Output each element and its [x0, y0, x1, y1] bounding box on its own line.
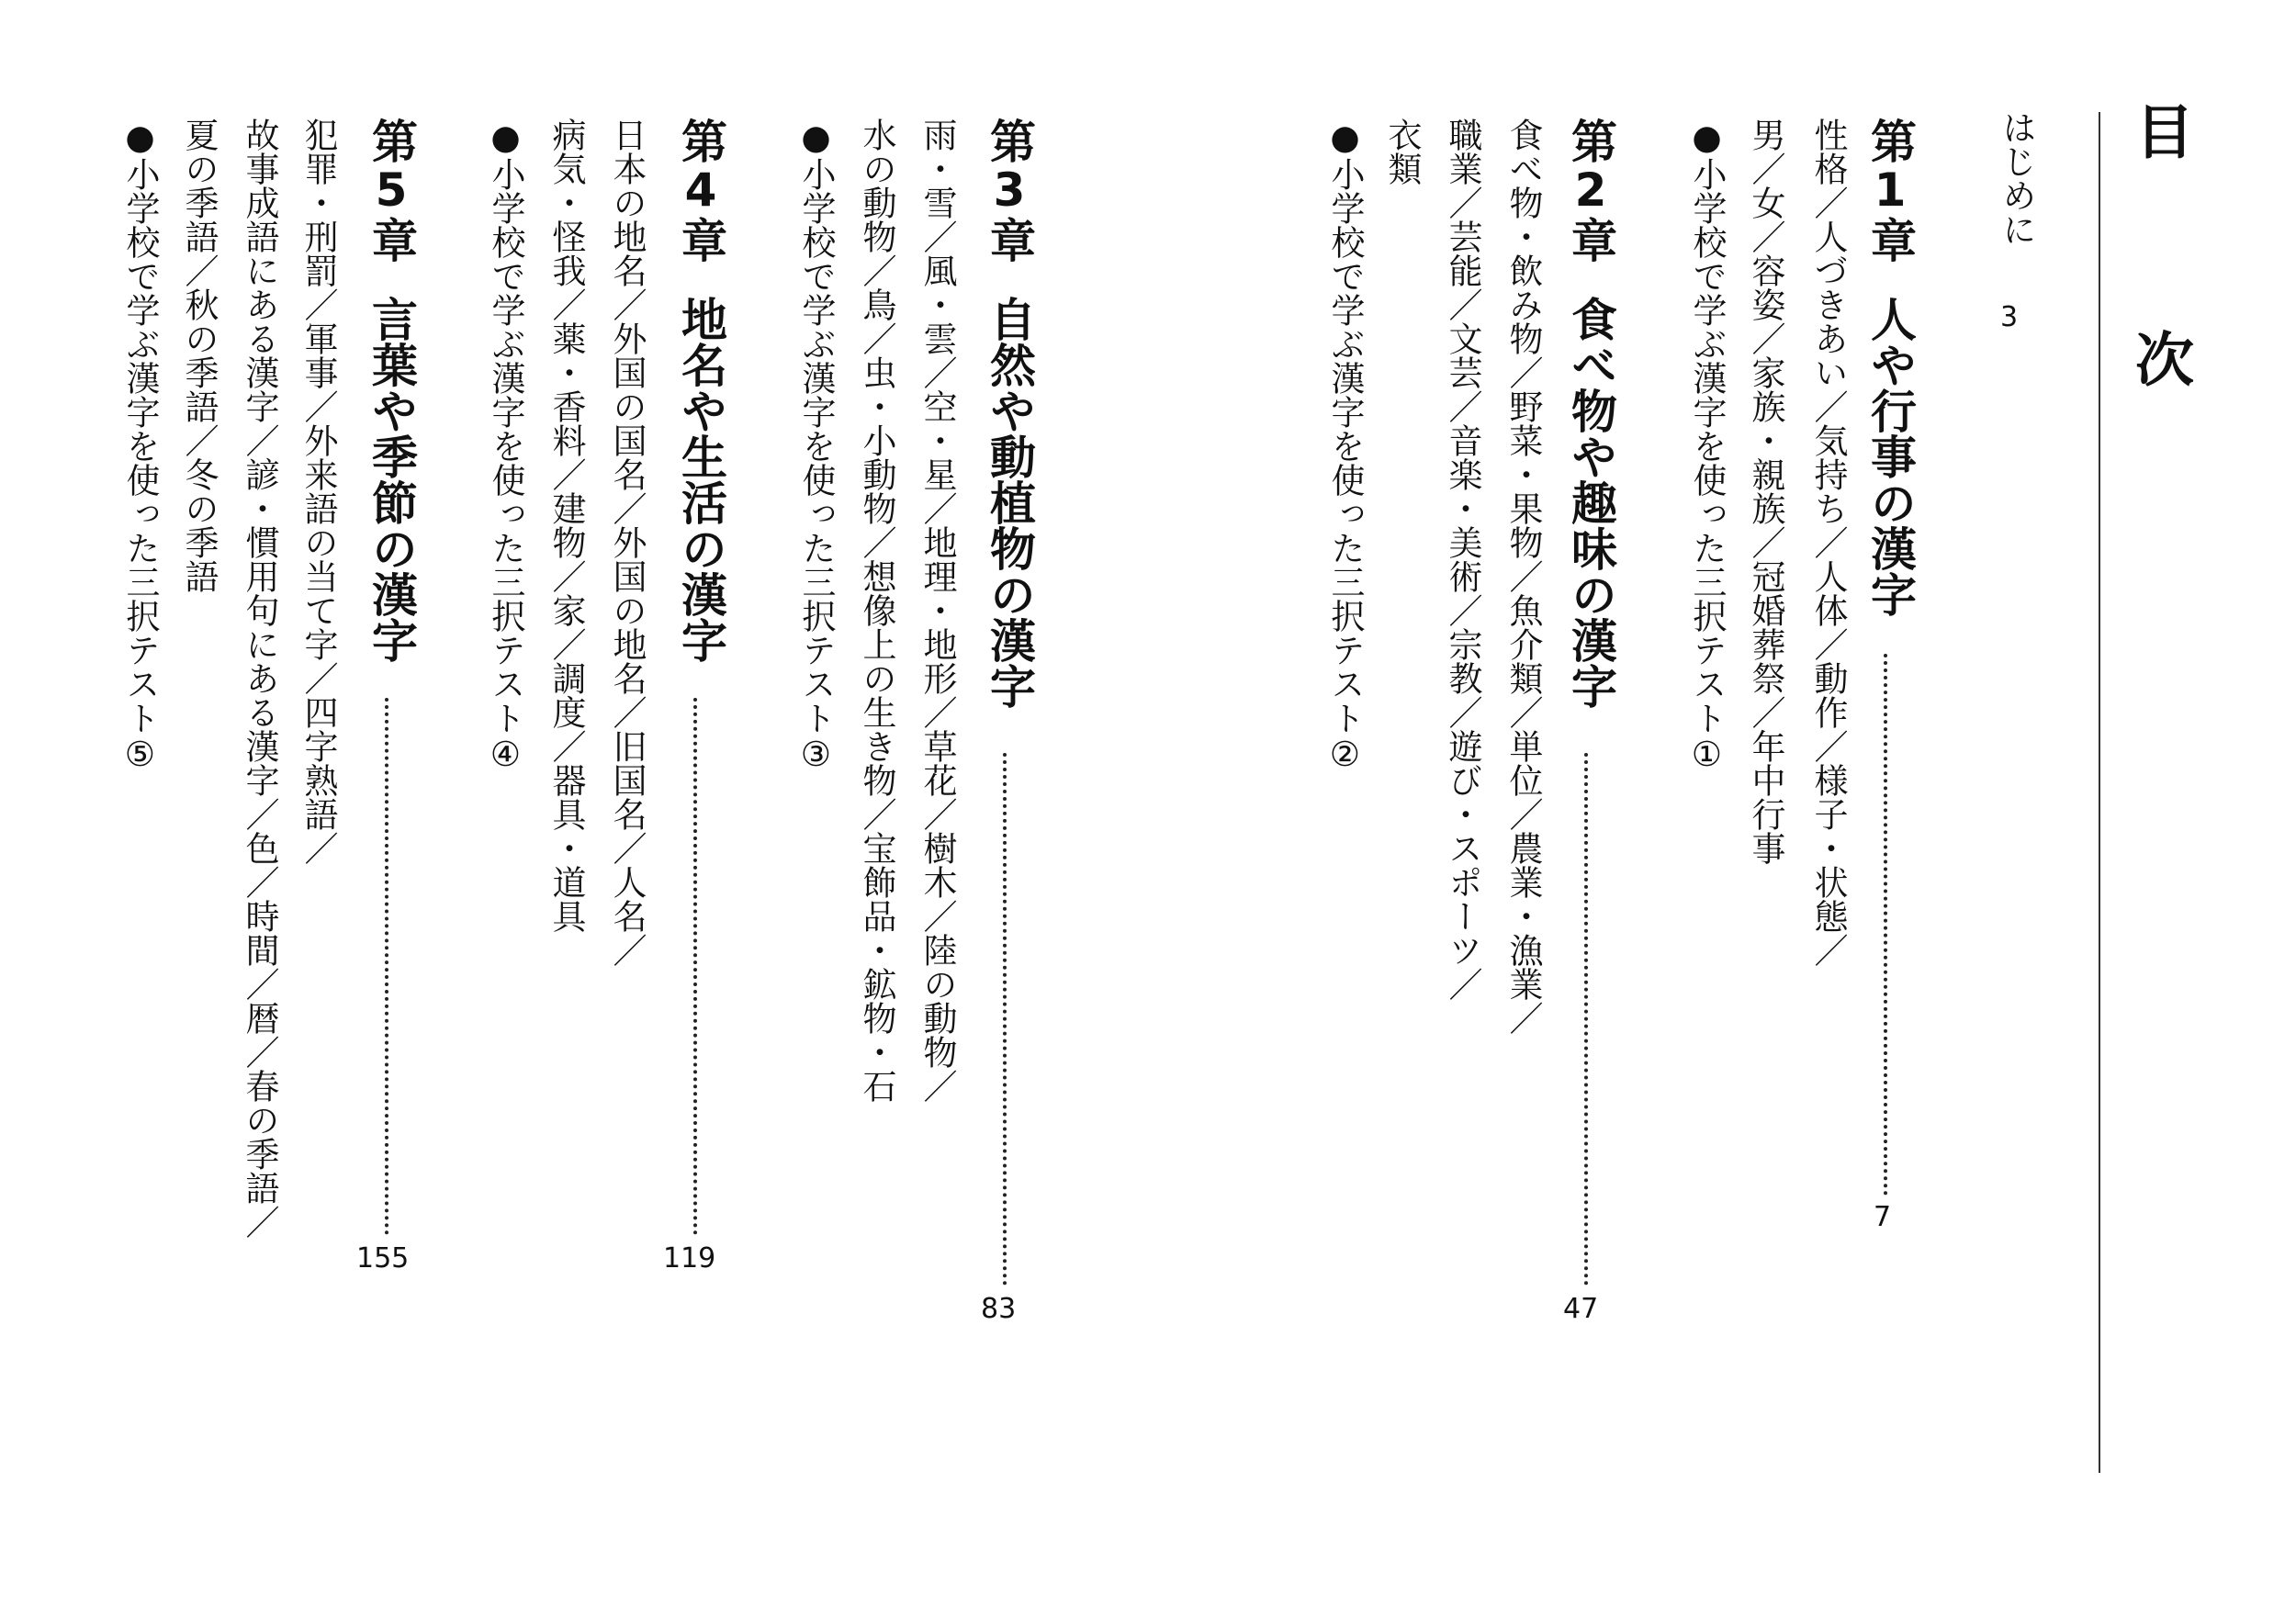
chapter-2-leader-dots	[1584, 753, 1588, 1286]
chapter-3-topics-line-1: 雨・雪／風・雲／空・星／地理・地形／草花／樹木／陸の動物／	[917, 118, 957, 1103]
chapter-4-heading[interactable]	[668, 118, 734, 663]
chapter-3-title: 自然や動植物の漢字	[983, 296, 1036, 709]
chapter-1-leader-dots	[1884, 654, 1887, 1196]
chapter-1-test-item[interactable]: ●小学校で学ぶ漢字を使った三択テスト①	[1687, 118, 1727, 774]
chapter-1-title: 人や行事の漢字	[1863, 296, 1917, 617]
chapter-5-leader-dots	[385, 698, 388, 1235]
page-title: 目 次	[2125, 101, 2193, 443]
chapter-5-heading[interactable]	[358, 118, 424, 663]
chapter-5-topics-line-3: 夏の季語／秋の季語／冬の季語	[179, 118, 219, 593]
chapter-4-leader-dots	[693, 698, 697, 1235]
chapter-2-topics-line-3: 衣類	[1382, 118, 1422, 185]
chapter-5-test-item[interactable]: ●小学校で学ぶ漢字を使った三択テスト⑤	[120, 118, 160, 774]
chapter-4-test-item[interactable]: ●小学校で学ぶ漢字を使った三択テスト④	[486, 118, 525, 774]
chapter-4-topics-line-1: 日本の地名／外国の国名／外国の地名／旧国名／人名／	[607, 118, 647, 967]
chapter-3-heading[interactable]	[976, 118, 1042, 709]
chapter-3-test-item[interactable]: ●小学校で学ぶ漢字を使った三択テスト③	[796, 118, 836, 774]
chapter-1-topics-line-1: 性格／人づきあい／気持ち／人体／動作／様子・状態／	[1808, 118, 1848, 967]
chapter-5-topics-line-2: 故事成語にある漢字／諺・慣用句にある漢字／色／時間／暦／春の季語／	[240, 118, 279, 1239]
intro-label[interactable]: はじめに	[1997, 110, 2036, 246]
chapter-1-heading[interactable]	[1857, 118, 1923, 617]
chapter-5-number: 第5章	[365, 118, 418, 263]
title-divider	[2099, 112, 2100, 1473]
chapter-2-page-number: 47	[1563, 1293, 1599, 1325]
chapter-4-number: 第4章	[674, 118, 727, 263]
chapter-4-page-number: 119	[663, 1242, 716, 1275]
chapter-3-topics-line-2: 水の動物／鳥／虫・小動物／想像上の生き物／宝飾品・鉱物・石	[857, 118, 896, 1103]
chapter-1-page-number: 7	[1874, 1201, 1892, 1233]
chapter-5-topics-line-1: 犯罪・刑罰／軍事／外来語の当て字／四字熟語／	[298, 118, 338, 865]
chapter-5-page-number: 155	[356, 1242, 410, 1275]
chapter-2-number: 第2章	[1564, 118, 1617, 263]
chapter-3-page-number: 83	[981, 1293, 1017, 1325]
chapter-2-topics-line-1: 食べ物・飲み物／野菜・果物／魚介類／単位／農業・漁業／	[1503, 118, 1543, 1035]
chapter-2-topics-line-2: 職業／芸能／文芸／音楽・美術／宗教／遊び・スポーツ／	[1443, 118, 1482, 1001]
chapter-3-number: 第3章	[983, 118, 1036, 263]
intro-page-number: 3	[2000, 301, 2019, 333]
chapter-4-title: 地名や生活の漢字	[674, 296, 727, 663]
chapter-4-topics-line-2: 病気・怪我／薬・香料／建物／家／調度／器具・道具	[546, 118, 586, 933]
chapter-2-heading[interactable]	[1558, 118, 1624, 709]
chapter-1-number: 第1章	[1863, 118, 1917, 263]
chapter-3-leader-dots	[1003, 753, 1007, 1286]
chapter-5-title: 言葉や季節の漢字	[365, 296, 418, 663]
chapter-2-test-item[interactable]: ●小学校で学ぶ漢字を使った三択テスト②	[1325, 118, 1365, 774]
chapter-1-topics-line-2: 男／女／容姿／家族・親族／冠婚葬祭／年中行事	[1746, 118, 1785, 865]
chapter-2-title: 食べ物や趣味の漢字	[1564, 296, 1617, 709]
